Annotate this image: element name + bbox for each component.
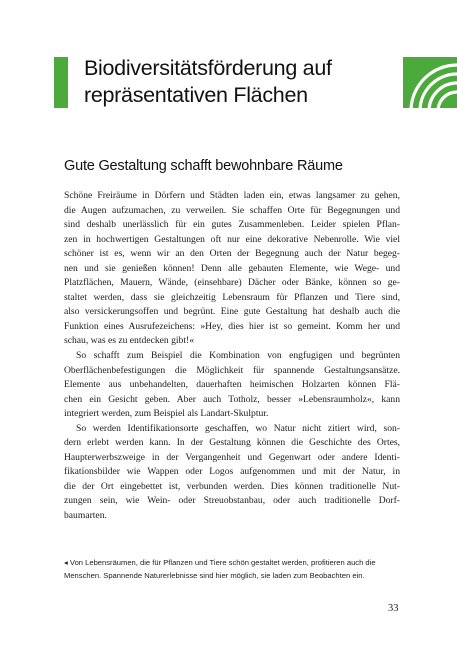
chapter-title — [84, 55, 384, 109]
body-line: schöner ist es, wenn wir an den Orten der Begegnung auch der Natur begeg- — [64, 248, 400, 260]
body-line: schau, was es zu entdecken gibt!« — [64, 335, 195, 347]
caption-line-1: ◂ Von Lebensräumen, die für Pflanzen und Tiere schön gestaltet werden, profitieren auch die — [64, 558, 376, 567]
caption-line-2: Menschen. Spannende Naturerlebnisse sind hier möglich, sie laden zum Beobachten ein. — [64, 570, 365, 580]
body-line: chen ein Gesicht geben. Aber auch Totholz, besser »Lebensraumholz«, kann — [64, 393, 400, 405]
body-line: staltet werden, dass sie gleichzeitig Lebensraum für Pflanzen und Tiere sind, — [64, 291, 400, 303]
section-heading: Gute Gestaltung schafft bewohnbare Räume — [64, 158, 343, 174]
body-line: zen in hochwertigen Gestaltungen oft nur eine dekorative Nebenrolle. Wie viel — [64, 233, 400, 245]
page-number: 33 — [388, 603, 399, 614]
body-line: Oberflächenbefestigungen die Möglichkeit für spannende Gestaltungsansätze. — [64, 364, 400, 376]
body-line: Platzflächen, Mauern, Wände, (einsehbare) Dächer oder Bänke, können so ge- — [64, 277, 400, 289]
green-arcs-logo-icon — [403, 57, 457, 108]
body-line: also versickerungsoffen und begrünt. Eine gute Gestaltung hat deshalb auch die — [64, 306, 400, 318]
body-line: die Augen aufzumachen, zu verweilen. Sie schaffen Orte für Begegnungen und — [64, 204, 400, 216]
body-line: die der Ort eingebettet ist, verbunden werden. Dies können traditionelle Nut- — [64, 480, 400, 492]
body-line: Haupterwerbszweige in der Vergangenheit und Gegenwart oder andere Identi- — [64, 451, 400, 463]
body-line: zungen sein, wie Wein- oder Streuobstanbau, oder auch traditionelle Dorf- — [64, 495, 400, 507]
body-line: dern erlebt werden kann. In der Gestaltung können die Geschichte des Ortes, — [64, 437, 400, 449]
image-caption — [64, 557, 400, 582]
chapter-title-line-2: repräsentativen Flächen — [84, 83, 308, 107]
body-line: Funktion eines Ausrufezeichens: »Hey, dies hier ist so gemeint. Komm her und — [64, 320, 400, 332]
chapter-accent-bar — [54, 57, 68, 108]
body-line: Elemente aus unbehandelten, dauerhaften heimischen Holzarten können Flä- — [64, 379, 400, 391]
body-line: fikationsbilder wie Wappen oder Logos aufgenommen und mit der Natur, in — [64, 466, 400, 478]
body-line: baumarten. — [64, 510, 107, 522]
body-line: So werden Identifikationsorte geschaffen, wo Natur nicht zitiert wird, son- — [76, 422, 400, 434]
body-line: integriert werden, zum Beispiel als Landart-Skulptur. — [64, 408, 269, 420]
body-line: So schafft zum Beispiel die Kombination von engfugigen und begrünten — [76, 350, 400, 362]
chapter-title-line-1: Biodiversitätsförderung auf — [84, 56, 332, 80]
body-line: sind deshalb unerlässlich für ein gutes Zusammenleben. Leider spielen Pflan- — [64, 219, 400, 231]
body-line: Schöne Freiräume in Dörfern und Städten laden ein, etwas langsamer zu gehen, — [64, 190, 400, 201]
body-line: nen und sie genießen können! Denn alle gebauten Elemente, wie Wege- und — [64, 262, 400, 274]
body-text — [64, 189, 400, 524]
